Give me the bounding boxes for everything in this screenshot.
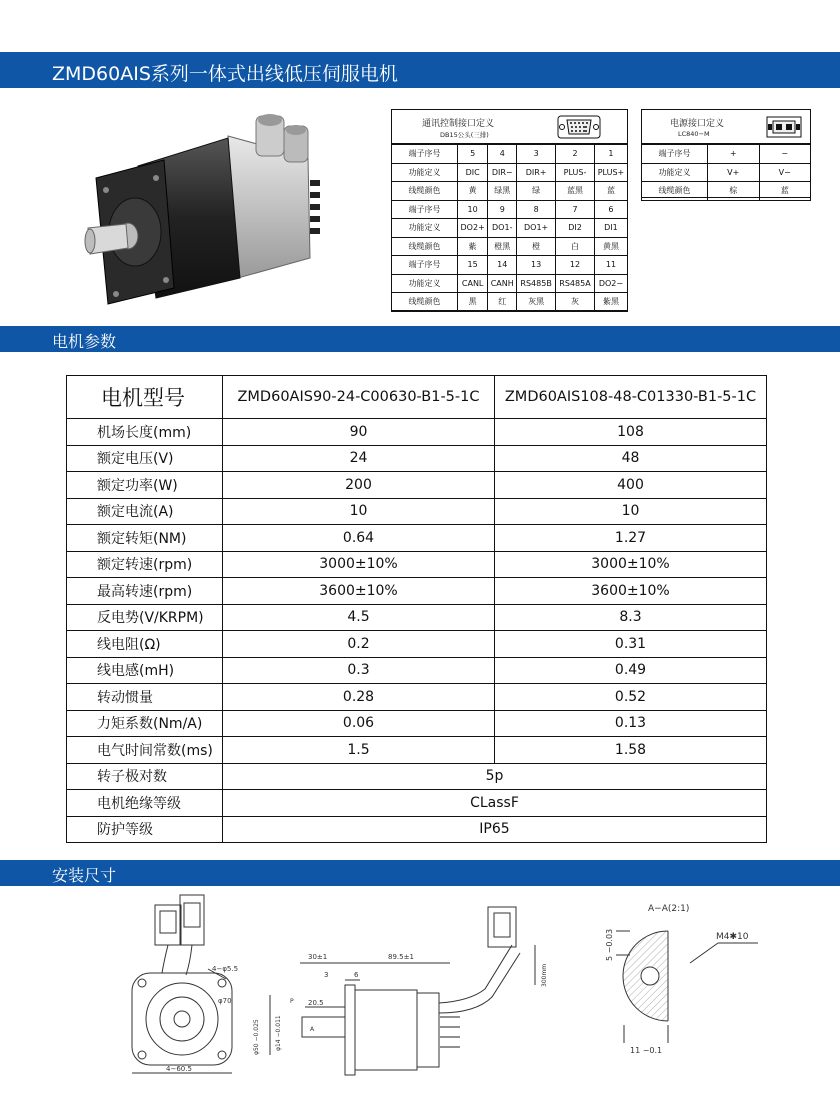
signal-pin-cell: 8 xyxy=(517,200,556,219)
front-dia-label: φ70 xyxy=(218,997,232,1005)
signal-pin-cell: DO2+ xyxy=(458,219,488,238)
power-row-label: 功能定义 xyxy=(642,163,708,182)
signal-row-label: 线缆颜色 xyxy=(392,293,458,312)
section-dim-11: 11 −0.1 xyxy=(630,1046,663,1055)
param-value: 8.3 xyxy=(495,604,767,631)
power-row-label: 线缆颜色 xyxy=(642,182,708,201)
param-value: 10 xyxy=(223,498,495,525)
params-section-title: 电机参数 xyxy=(52,332,117,351)
signal-pin-cell: 1 xyxy=(594,145,627,164)
side-dim-a: A xyxy=(310,1026,315,1033)
param-value: IP65 xyxy=(223,816,767,843)
section-title: A−A(2:1) xyxy=(648,904,690,914)
param-merged-row xyxy=(67,763,767,790)
signal-pin-row xyxy=(392,293,628,312)
side-dim-300: 300mm xyxy=(541,963,548,987)
side-dim-205: 20.5 xyxy=(308,999,324,1007)
power-pin-cell: V− xyxy=(759,163,811,182)
param-value: 0.64 xyxy=(223,525,495,552)
signal-pin-cell: 14 xyxy=(488,256,517,275)
param-value: 24 xyxy=(223,445,495,472)
param-row xyxy=(67,737,767,764)
param-label: 额定转矩(NM) xyxy=(67,525,223,552)
param-value: 3000±10% xyxy=(223,551,495,578)
db15-connector-icon xyxy=(557,115,601,139)
param-row xyxy=(67,657,767,684)
page-title: ZMD60AIS系列一体式出线低压伺服电机 xyxy=(52,63,398,85)
signal-pin-cell: RS485A xyxy=(556,274,595,293)
signal-pin-cell: 红 xyxy=(488,293,517,312)
signal-pin-cell: 橙 xyxy=(517,237,556,256)
signal-row-label: 端子序号 xyxy=(392,256,458,275)
side-dim-30: 30±1 xyxy=(308,953,328,961)
param-row xyxy=(67,525,767,552)
signal-row-label: 端子序号 xyxy=(392,200,458,219)
param-value: 90 xyxy=(223,419,495,446)
params-header-label: 电机型号 xyxy=(67,376,223,419)
signal-pin-cell: DIR− xyxy=(488,163,517,182)
power-pin-cell: + xyxy=(708,145,760,164)
param-merged-row xyxy=(67,790,767,817)
param-label: 线电阻(Ω) xyxy=(67,631,223,658)
signal-pin-cell: CANL xyxy=(458,274,488,293)
param-row xyxy=(67,419,767,446)
signal-pin-cell: 10 xyxy=(458,200,488,219)
signal-pin-cell: 3 xyxy=(517,145,556,164)
signal-pin-cell: 黑 xyxy=(458,293,488,312)
signal-pin-cell: 4 xyxy=(488,145,517,164)
section-thread-label: M4✱10 xyxy=(716,932,749,942)
side-dim-d1: φ50 −0.025 xyxy=(253,1019,260,1055)
param-value: 3000±10% xyxy=(495,551,767,578)
params-header-row xyxy=(67,376,767,419)
signal-pin-cell: 绿黑 xyxy=(488,182,517,201)
signal-pin-cell: 11 xyxy=(594,256,627,275)
signal-connector-header xyxy=(392,110,627,144)
param-label: 转子极对数 xyxy=(67,763,223,790)
signal-pin-cell: 7 xyxy=(556,200,595,219)
signal-pin-cell: 5 xyxy=(458,145,488,164)
signal-pin-row xyxy=(392,219,628,238)
signal-pin-cell: 黄 xyxy=(458,182,488,201)
param-merged-row xyxy=(67,816,767,843)
signal-connector-subtitle: DB15公头(三排) xyxy=(440,131,489,139)
param-label: 防护等级 xyxy=(67,816,223,843)
power-pin-table xyxy=(641,144,811,201)
signal-pin-cell: 黄黑 xyxy=(594,237,627,256)
param-value: 0.13 xyxy=(495,710,767,737)
param-row xyxy=(67,631,767,658)
side-dim-895: 89.5±1 xyxy=(388,953,414,961)
signal-pin-cell: DO1- xyxy=(488,219,517,238)
param-value: 4.5 xyxy=(223,604,495,631)
signal-pin-row xyxy=(392,200,628,219)
param-label: 反电势(V/KRPM) xyxy=(67,604,223,631)
signal-pin-table xyxy=(391,144,628,312)
front-width-label: 4−60.5 xyxy=(166,1065,192,1073)
param-row xyxy=(67,604,767,631)
signal-pin-row xyxy=(392,182,628,201)
motor-params-table xyxy=(66,375,767,843)
power-connector-title: 电源接口定义 xyxy=(670,119,725,129)
param-value: 0.28 xyxy=(223,684,495,711)
param-row xyxy=(67,578,767,605)
signal-pin-cell: DIR+ xyxy=(517,163,556,182)
signal-row-label: 功能定义 xyxy=(392,163,458,182)
param-label: 电气时间常数(ms) xyxy=(67,737,223,764)
signal-pin-cell: 蓝黑 xyxy=(556,182,595,201)
param-label: 力矩系数(Nm/A) xyxy=(67,710,223,737)
side-dim-3: 3 xyxy=(324,971,329,979)
signal-pin-cell: DO1+ xyxy=(517,219,556,238)
params-header-model-2: ZMD60AIS108-48-C01330-B1-5-1C xyxy=(495,376,767,419)
signal-pin-row xyxy=(392,274,628,293)
param-value: 400 xyxy=(495,472,767,499)
power-connector-subtitle: LC840−M xyxy=(678,130,710,138)
signal-connector-title: 通讯控制接口定义 xyxy=(422,119,495,129)
front-hole-label: 4−φ5.5 xyxy=(212,965,239,973)
signal-pin-row xyxy=(392,163,628,182)
power-pin-row xyxy=(642,163,811,182)
signal-pin-cell: DI1 xyxy=(594,219,627,238)
param-value: 1.5 xyxy=(223,737,495,764)
signal-pin-cell: DI2 xyxy=(556,219,595,238)
param-value: 0.3 xyxy=(223,657,495,684)
param-label: 额定电流(A) xyxy=(67,498,223,525)
param-row xyxy=(67,445,767,472)
param-value: 48 xyxy=(495,445,767,472)
signal-pin-cell: 12 xyxy=(556,256,595,275)
param-row xyxy=(67,472,767,499)
signal-pin-cell: DIC xyxy=(458,163,488,182)
section-view-drawing xyxy=(598,893,768,1063)
power-connector-header xyxy=(642,110,810,144)
dims-section-title: 安装尺寸 xyxy=(52,866,117,885)
param-value: 3600±10% xyxy=(223,578,495,605)
param-value: 200 xyxy=(223,472,495,499)
power-pin-row xyxy=(642,145,811,164)
param-value: 5p xyxy=(223,763,767,790)
param-label: 额定电压(V) xyxy=(67,445,223,472)
param-label: 机场长度(mm) xyxy=(67,419,223,446)
signal-pin-cell: CANH xyxy=(488,274,517,293)
signal-row-label: 功能定义 xyxy=(392,274,458,293)
param-row xyxy=(67,551,767,578)
signal-row-label: 线缆颜色 xyxy=(392,182,458,201)
power-pin-cell: − xyxy=(759,145,811,164)
signal-pin-cell: 13 xyxy=(517,256,556,275)
signal-pin-row xyxy=(392,145,628,164)
dims-section-bar xyxy=(0,860,840,886)
param-row xyxy=(67,498,767,525)
front-view-drawing xyxy=(120,893,250,1078)
param-label: 最高转速(rpm) xyxy=(67,578,223,605)
param-value: 3600±10% xyxy=(495,578,767,605)
signal-row-label: 线缆颜色 xyxy=(392,237,458,256)
signal-pin-cell: DO2− xyxy=(594,274,627,293)
param-value: CLassF xyxy=(223,790,767,817)
signal-pin-cell: PLUS- xyxy=(556,163,595,182)
param-row xyxy=(67,684,767,711)
signal-pin-cell: 紫黑 xyxy=(594,293,627,312)
side-view-drawing xyxy=(250,905,570,1080)
power-row-label: 端子序号 xyxy=(642,145,708,164)
power-pin-cell: 蓝 xyxy=(759,182,811,201)
signal-pin-cell: 灰 xyxy=(556,293,595,312)
side-dim-d2: φ14 −0.011 xyxy=(275,1015,282,1051)
signal-pin-cell: 橙黑 xyxy=(488,237,517,256)
param-row xyxy=(67,710,767,737)
power-pin-cell: V+ xyxy=(708,163,760,182)
signal-connector-panel xyxy=(391,109,628,311)
param-value: 0.2 xyxy=(223,631,495,658)
title-bar xyxy=(0,52,840,88)
param-label: 额定转速(rpm) xyxy=(67,551,223,578)
param-value: 0.06 xyxy=(223,710,495,737)
signal-pin-cell: 2 xyxy=(556,145,595,164)
lc840-connector-icon xyxy=(766,116,802,138)
signal-pin-cell: PLUS+ xyxy=(594,163,627,182)
param-label: 线电感(mH) xyxy=(67,657,223,684)
param-value: 1.27 xyxy=(495,525,767,552)
signal-row-label: 功能定义 xyxy=(392,219,458,238)
power-pin-cell: 棕 xyxy=(708,182,760,201)
signal-row-label: 端子序号 xyxy=(392,145,458,164)
signal-pin-cell: 9 xyxy=(488,200,517,219)
signal-pin-cell: 蓝 xyxy=(594,182,627,201)
params-section-bar xyxy=(0,326,840,352)
param-value: 108 xyxy=(495,419,767,446)
signal-pin-cell: 6 xyxy=(594,200,627,219)
signal-pin-cell: RS485B xyxy=(517,274,556,293)
motor-photo xyxy=(78,108,338,308)
param-value: 0.52 xyxy=(495,684,767,711)
param-value: 0.31 xyxy=(495,631,767,658)
param-label: 电机绝缘等级 xyxy=(67,790,223,817)
side-dim-p: P xyxy=(290,998,294,1005)
signal-pin-cell: 白 xyxy=(556,237,595,256)
param-value: 0.49 xyxy=(495,657,767,684)
signal-pin-cell: 绿 xyxy=(517,182,556,201)
param-value: 10 xyxy=(495,498,767,525)
signal-pin-cell: 15 xyxy=(458,256,488,275)
signal-pin-row xyxy=(392,237,628,256)
param-label: 转动惯量 xyxy=(67,684,223,711)
param-label: 额定功率(W) xyxy=(67,472,223,499)
param-value: 1.58 xyxy=(495,737,767,764)
power-connector-panel xyxy=(641,109,811,198)
signal-pin-cell: 紫 xyxy=(458,237,488,256)
params-header-model-1: ZMD60AIS90-24-C00630-B1-5-1C xyxy=(223,376,495,419)
power-pin-row xyxy=(642,182,811,201)
signal-pin-row xyxy=(392,256,628,275)
signal-pin-cell: 灰黑 xyxy=(517,293,556,312)
section-dim-5: 5 −0.03 xyxy=(605,928,614,961)
side-dim-6: 6 xyxy=(354,971,359,979)
